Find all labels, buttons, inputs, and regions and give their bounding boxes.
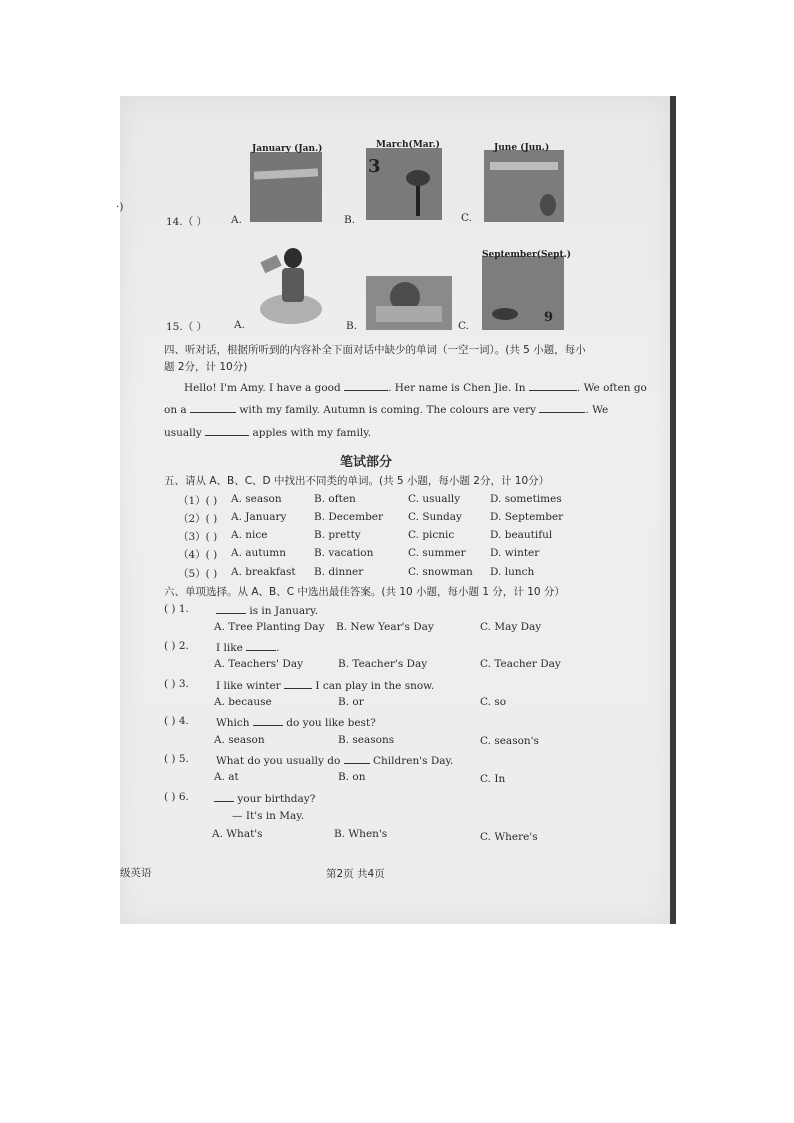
s5-item1-c: C. usually	[408, 493, 461, 505]
q14-option-c: C.	[461, 212, 472, 224]
march-picture: 3	[366, 148, 442, 220]
s6-q6-blank[interactable]	[214, 791, 234, 802]
s6-q4-number: ( ) 4.	[164, 715, 189, 727]
s6-q3-stem-text-a: I like winter	[216, 680, 281, 692]
s6-q1-number: ( ) 1.	[164, 603, 189, 615]
section4-line2	[164, 402, 608, 416]
section4-title-line2: 题 2分，计 10分)	[164, 361, 248, 373]
section4-line3-text-b: apples with my family.	[252, 427, 372, 439]
s6-q2-stem-text-b: .	[276, 642, 280, 654]
s6-q3-stem	[216, 678, 434, 692]
s6-q3-b: B. or	[338, 696, 364, 708]
s6-q5-stem	[216, 753, 453, 767]
s6-q2-blank[interactable]	[246, 640, 276, 651]
blank-2[interactable]	[529, 380, 577, 391]
s5-item4-a: A. autumn	[231, 547, 286, 559]
q14-option-a: A.	[231, 214, 242, 226]
s6-q2-b: B. Teacher's Day	[338, 658, 428, 670]
s5-item3-number: （3）( )	[178, 531, 218, 543]
girl-picture	[258, 244, 324, 332]
september-caption: September(Sept.)	[482, 250, 572, 260]
s5-item5-number: （5）( )	[178, 568, 218, 580]
s5-item2-number: （2）( )	[178, 513, 218, 525]
january-caption: January (Jan.)	[252, 144, 323, 154]
s5-item4-c: C. summer	[408, 547, 466, 559]
s6-q2-a: A. Teachers' Day	[214, 658, 304, 670]
s5-item2-c: C. Sunday	[408, 511, 462, 523]
june-caption: June (Jun.)	[494, 143, 550, 153]
s5-item4-b: B. vacation	[314, 547, 374, 559]
section4-title-line1: 四、听对话，根据所听到的内容补全下面对话中缺少的单词（一空一词）。(共 5 小题，每小	[164, 344, 586, 356]
s5-item1-a: A. season	[231, 493, 282, 505]
section4-line1-text-b: . Her name is Chen Jie. In	[388, 382, 526, 394]
s5-item5-b: B. dinner	[314, 566, 364, 578]
s5-item3-d: D. beautiful	[490, 529, 553, 541]
s5-item5-a: A. breakfast	[231, 566, 296, 578]
s5-item2-a: A. January	[231, 511, 287, 523]
s6-q3-number: ( ) 3.	[164, 678, 189, 690]
q14-number: 14.（ ）	[166, 216, 208, 228]
s6-q1-stem-text: is in January.	[249, 605, 319, 617]
section4-line1-text-a: Hello! I'm Amy. I have a good	[184, 382, 341, 394]
s6-q5-c: C. In	[480, 773, 506, 785]
s5-item3-c: C. picnic	[408, 529, 455, 541]
s6-q4-stem-text-b: do you like best?	[286, 717, 376, 729]
section4-line1	[184, 380, 647, 394]
q15-number: 15.（ ）	[166, 321, 208, 333]
section6-title: 六、单项选择。从 A、B、C 中选出最佳答案。(共 10 小题，每小题 1 分，计 10 分）	[164, 586, 565, 598]
section5-title: 五、请从 A、B、C、D 中找出不同类的单词。(共 5 小题，每小题 2分，计 10分）	[164, 475, 550, 487]
section4-line2-text-b: with my family. Autumn is coming. The colours are very	[239, 404, 537, 416]
written-part-heading: 笔试部分	[340, 455, 393, 470]
blank-3[interactable]	[190, 402, 236, 413]
june-picture	[484, 150, 564, 222]
section4-line2-text-a: on a	[164, 404, 187, 416]
s6-q6-stem-text: your birthday?	[237, 793, 316, 805]
footer-subject: 级英语	[120, 867, 152, 879]
s6-q5-stem-text-a: What do you usually do	[216, 755, 341, 767]
s5-item4-d: D. winter	[490, 547, 540, 559]
s6-q3-c: C. so	[480, 696, 507, 708]
s6-q3-blank[interactable]	[284, 678, 312, 689]
s6-q4-stem	[216, 715, 376, 729]
q15-option-c: C.	[458, 320, 469, 332]
s6-q5-b: B. on	[338, 771, 366, 783]
january-picture	[250, 152, 322, 222]
q15-option-b: B.	[346, 320, 358, 332]
blank-4[interactable]	[539, 402, 585, 413]
edge-mark: ·)	[116, 201, 124, 213]
section4-line2-text-c: . We	[585, 404, 609, 416]
s5-item2-d: D. September	[490, 511, 564, 523]
september-picture: 9	[482, 256, 564, 330]
s5-item5-c: C. snowman	[408, 566, 473, 578]
s6-q2-number: ( ) 2.	[164, 640, 189, 652]
s6-q4-c: C. season's	[480, 735, 539, 747]
s6-q1-blank[interactable]	[216, 603, 246, 614]
footer-page-number: 第2页 共4页	[326, 868, 385, 880]
q14-option-b: B.	[344, 214, 356, 226]
march-caption: March(Mar.)	[376, 140, 440, 150]
s5-item1-b: B. often	[314, 493, 356, 505]
q15-option-a: A.	[234, 319, 245, 331]
blank-5[interactable]	[205, 425, 249, 436]
section4-line3-text-a: usually	[164, 427, 202, 439]
section4-line1-text-c: . We often go	[576, 382, 647, 394]
s6-q6-b: B. When's	[334, 828, 388, 840]
s6-q6-answer-line: — It's in May.	[232, 810, 305, 822]
section4-line3	[164, 425, 371, 439]
s6-q5-blank[interactable]	[344, 753, 370, 764]
s6-q3-a: A. because	[214, 696, 272, 708]
s6-q5-number: ( ) 5.	[164, 753, 189, 765]
s6-q2-c: C. Teacher Day	[480, 658, 561, 670]
s6-q6-stem	[214, 791, 315, 805]
s5-item4-number: （4）( )	[178, 549, 218, 561]
s6-q5-a: A. at	[214, 771, 239, 783]
s6-q5-stem-text-b: Children's Day.	[373, 755, 454, 767]
s6-q1-c: C. May Day	[480, 621, 542, 633]
s5-item1-number: （1）( )	[178, 495, 218, 507]
s5-item3-b: B. pretty	[314, 529, 361, 541]
s5-item3-a: A. nice	[231, 529, 268, 541]
s6-q1-b: B. New Year's Day	[336, 621, 434, 633]
s6-q3-stem-text-b: I can play in the snow.	[315, 680, 435, 692]
s5-item2-b: B. December	[314, 511, 384, 523]
s6-q1-a: A. Tree Planting Day	[214, 621, 325, 633]
s6-q4-b: B. seasons	[338, 734, 395, 746]
s6-q6-number: ( ) 6.	[164, 791, 189, 803]
s6-q6-c: C. Where's	[480, 831, 538, 843]
s5-item5-d: D. lunch	[490, 566, 535, 578]
s6-q4-a: A. season	[214, 734, 265, 746]
s6-q6-a: A. What's	[212, 828, 263, 840]
s6-q4-stem-text-a: Which	[216, 717, 250, 729]
s6-q1-stem	[216, 603, 318, 617]
s6-q2-stem	[216, 640, 279, 654]
picnic-picture	[366, 276, 452, 330]
s6-q4-blank[interactable]	[253, 715, 283, 726]
s6-q2-stem-text-a: I like	[216, 642, 243, 654]
s5-item1-d: D. sometimes	[490, 493, 562, 505]
blank-1[interactable]	[344, 380, 388, 391]
page-edge-shadow	[670, 96, 676, 924]
